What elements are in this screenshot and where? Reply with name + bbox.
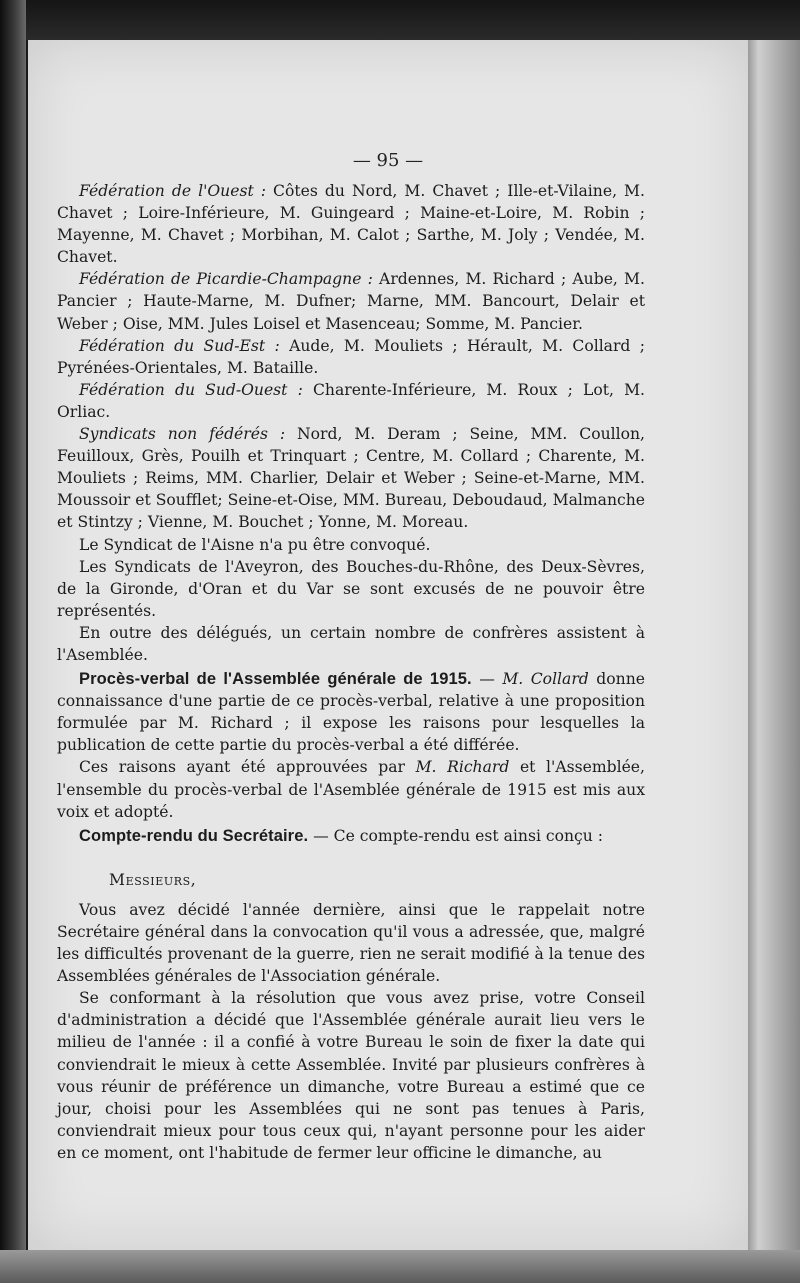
heading-compte-rendu: Compte-rendu du Secrétaire. [79, 826, 309, 845]
text-federation-picardie: Ardennes, M. Richard ; Aube, M. Pancier ; Haute-Marne, M. Dufner; Marne, MM. Bancourt, Delair et Weber ; Oise, MM. Jules Loisel et Masenceau; Somme, M. Pancier. [57, 270, 645, 333]
scan-bottom-border [0, 1250, 800, 1283]
paragraph-syndicats-non-federes [57, 423, 645, 533]
heading-federation-sud-ouest: Fédération du Sud-Ouest : [79, 380, 303, 399]
paragraph-confreres: En outre des délégués, un certain nombre de confrères assistent à l'Asemblée. [57, 623, 645, 664]
book-spine-edge [0, 0, 26, 1283]
text-federation-sud-est: Aude, M. Mouliets ; Hérault, M. Collard ; Pyrénées-Orientales, M. Bataille. [57, 336, 645, 377]
heading-syndicats-non-federes: Syndicats non fédérés : [79, 425, 286, 444]
paragraph-federation-ouest [57, 180, 645, 268]
heading-federation-ouest: Fédération de l'Ouest : [79, 182, 267, 200]
paragraph-vous-avez-decide: Vous avez décidé l'année dernière, ainsi que le rappelait notre Secrétaire général dans la convocation qu'il vous a adressée, que, malgré les difficultés provenant de la guerre, rien ne serait modifié à la tenue des Assemblées générales de l'Association générale. [57, 900, 645, 986]
heading-federation-sud-est: Fédération du Sud-Est : [79, 336, 280, 355]
paragraph-raisons [57, 756, 645, 822]
name-collard: M. Collard [502, 670, 589, 689]
page-body [57, 180, 645, 1164]
name-richard: M. Richard [415, 758, 510, 777]
text-syndicats-non-federes: Nord, M. Deram ; Seine, MM. Coullon, Feuilloux, Grès, Pouilh et Trinquart ; Centre, M. Collard ; Charente, M. Mouliets ; Reims, MM. Charlier, Delair et Weber ; Seine-et-Marne, MM. Moussoir et Soufflet; Seine-et-Oise, MM. Bureau, Deboudaud, Malmanche et Stintzy ; Vienne, M. Bouchet ; Yonne, M. Moreau. [57, 425, 645, 532]
paragraph-se-conformant: Se conformant à la résolution que vous avez prise, votre Conseil d'administration a décidé que l'Assemblée générale aurait lieu vers le milieu de l'année : il a confié à votre Bureau le soin de fixer la date qui conviendrait le mieux à cette Assemblée. Invité par plusieurs confrères à vous réunir de préférence un dimanche, votre Bureau a estimé que ce jour, choisi pour les Assemblées qui ne sont pas tenues à Paris, conviendrait mieux pour tous ceux qui, n'ayant personne pour les aider en ce moment, ont l'habitude de fermer leur officine le dimanche, au [57, 989, 645, 1162]
salutation-messieurs: Messieurs, [109, 870, 197, 889]
heading-proces-verbal: Procès-verbal de l'Assemblée générale de 1915. [79, 670, 472, 689]
text-proces-verbal: donne connaissance d'une partie de ce procès-verbal, relative à une proposition formulée par M. Richard ; il expose les raisons pour lesquelles la publication de cette partie du procès-verbal a été différée. [57, 670, 645, 755]
paragraph-excuses: Les Syndicats de l'Aveyron, des Bouches-du-Rhône, des Deux-Sèvres, de la Gironde, d'Oran et du Var se sont excusés de ne pouvoir être représentés. [57, 557, 645, 620]
scan-top-border [0, 0, 800, 40]
text-raisons-b: et l'Assemblée, l'ensemble du procès-verbal de l'Asemblée générale de 1915 est mis aux voix et adopté. [57, 758, 645, 821]
page-stack-edge [748, 40, 800, 1283]
text-federation-sud-ouest: Charente-Inférieure, M. Roux ; Lot, M. Orliac. [57, 380, 646, 421]
text-federation-ouest: Côtes du Nord, M. Chavet ; Ille-et-Vilaine, M. Chavet ; Loire-Inférieure, M. Guingeard ; Maine-et-Loire, M. Robin ; Mayenne, M. Chavet ; Morbihan, M. Calot ; Sarthe, M. Joly ; Vendée, M. Chavet. [57, 182, 645, 267]
paragraph-federation-sud-ouest [57, 379, 645, 423]
text-compte-rendu: — Ce compte-rendu est ainsi conçu : [308, 826, 604, 845]
heading-federation-picardie: Fédération de Picardie-Champagne : [79, 270, 373, 289]
page-number: — 95 — [352, 150, 424, 171]
paragraph-compte-rendu [57, 825, 645, 847]
paragraph-federation-sud-est [57, 335, 645, 379]
paragraph-aisne: Le Syndicat de l'Aisne n'a pu être convoqué. [79, 535, 431, 554]
dash-proces-verbal: — [471, 670, 503, 689]
paragraph-federation-picardie [57, 268, 645, 334]
text-raisons-a: Ces raisons ayant été approuvées par [79, 758, 416, 777]
paragraph-proces-verbal [57, 668, 645, 756]
book-page [28, 40, 748, 1250]
